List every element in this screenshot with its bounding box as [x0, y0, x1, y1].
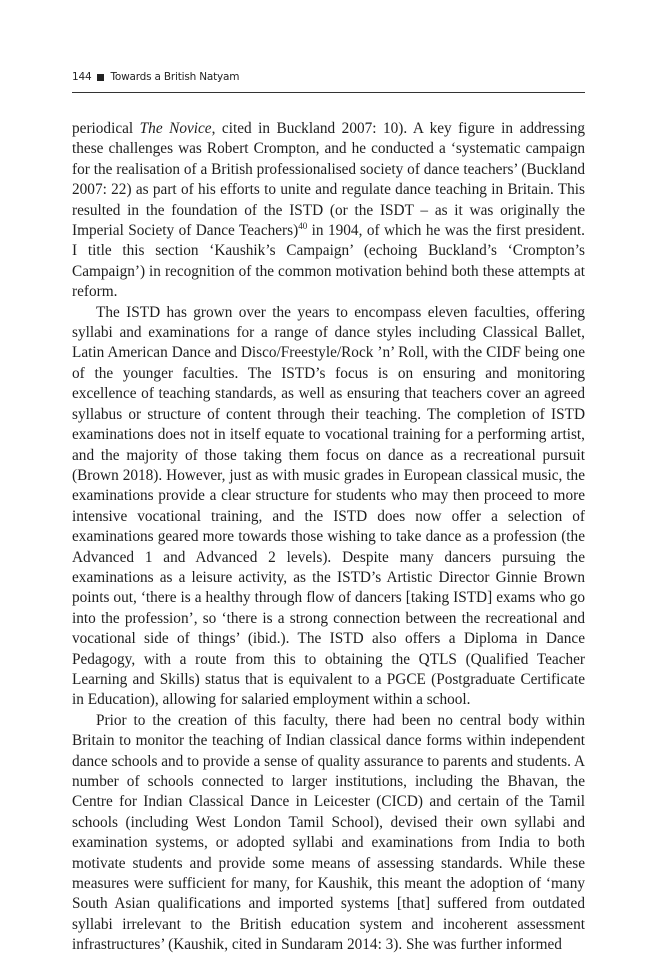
- running-header: [72, 71, 585, 83]
- paragraph-text: , cited in Buckland 2007: 10). A key figure in addressing these challenges was Robert Crompton, and he conducted a ‘systematic campaign for the realisation of a British professionalised society of dance teachers’ (Buckland 2007: 22) as part of his efforts to unite and regulate dance teaching in Britain. This resulted in the foundation of the ISTD (or the ISDT – as it was originally the Imperial Society of Dance Teachers): [72, 120, 586, 240]
- footnote-marker: 40: [298, 221, 308, 232]
- page-number: 144: [72, 71, 92, 83]
- paragraph-1: [72, 119, 585, 303]
- paragraph-text: periodical: [72, 120, 140, 137]
- running-title: Towards a British Natyam: [110, 71, 240, 83]
- paragraph-text: in 1904, of which he was the first president. I title this section ‘Kaushik’s Campaign’ (echoing Buckland’s ‘Crompton’s Campaign’) in recognition of the common motivation behind both these attempts at reform.: [72, 222, 586, 301]
- header-rule: [72, 92, 585, 93]
- paragraph-2: The ISTD has grown over the years to encompass eleven faculties, offering syllabi and examinations for a range of dance styles including Classical Ballet, Latin American Dance and Disco/Freestyle/Rock ’n’ Roll, with the CIDF being one of the younger faculties. The ISTD’s focus is on ensuring and monitoring excellence of teaching standards, as well as ensuring that teachers cover an agreed syllabus or structure of content through their teaching. The completion of ISTD examinations does not in itself equate to vocational training for a performing artist, and the majority of those taking them focus on dance as a recreational pursuit (Brown 2018). However, just as with music grades in European classical music, the examinations provide a clear structure for students who may then proceed to more intensive vocational training, and the ISTD does now offer a selection of examinations geared more towards those wishing to take dance as a profession (the Advanced 1 and Advanced 2 levels). Despite many dancers pursuing the examinations as a leisure activity, as the ISTD’s Artistic Director Ginnie Brown points out, ‘there is a healthy through flow of dancers [taking ISTD] exams who go into the profession’, so ‘there is a strong connection between the recreational and vocational side of things’ (ibid.). The ISTD also offers a Diploma in Dance Pedagogy, with a route from this to obtaining the QTLS (Qualified Teacher Learning and Skills) status that is equivalent to a PGCE (Postgraduate Certificate in Education), allowing for salaried employment within a school.: [72, 303, 585, 709]
- square-bullet-icon: [97, 74, 104, 81]
- body-text: [72, 119, 585, 956]
- journal-title: The Novice: [139, 120, 212, 137]
- paragraph-3: Prior to the creation of this faculty, there had been no central body within Britain to monitor the teaching of Indian classical dance forms within independent dance schools and to provide a sense of quality assurance to parents and students. A number of schools connected to larger institutions, including the Bhavan, the Centre for Indian Classical Dance in Leicester (CICD) and certain of the Tamil schools (including West London Tamil School), devised their own syllabi and examination systems, or adopted syllabi and examinations from India to both motivate students and provide some means of assessing standards. While these measures were sufficient for many, for Kaushik, this meant the adoption of ‘many South Asian qualifications and imported systems [that] suffered from outdated syllabi irrelevant to the British education system and incoherent assessment infrastructures’ (Kaushik, cited in Sundaram 2014: 3). She was further informed: [72, 711, 585, 954]
